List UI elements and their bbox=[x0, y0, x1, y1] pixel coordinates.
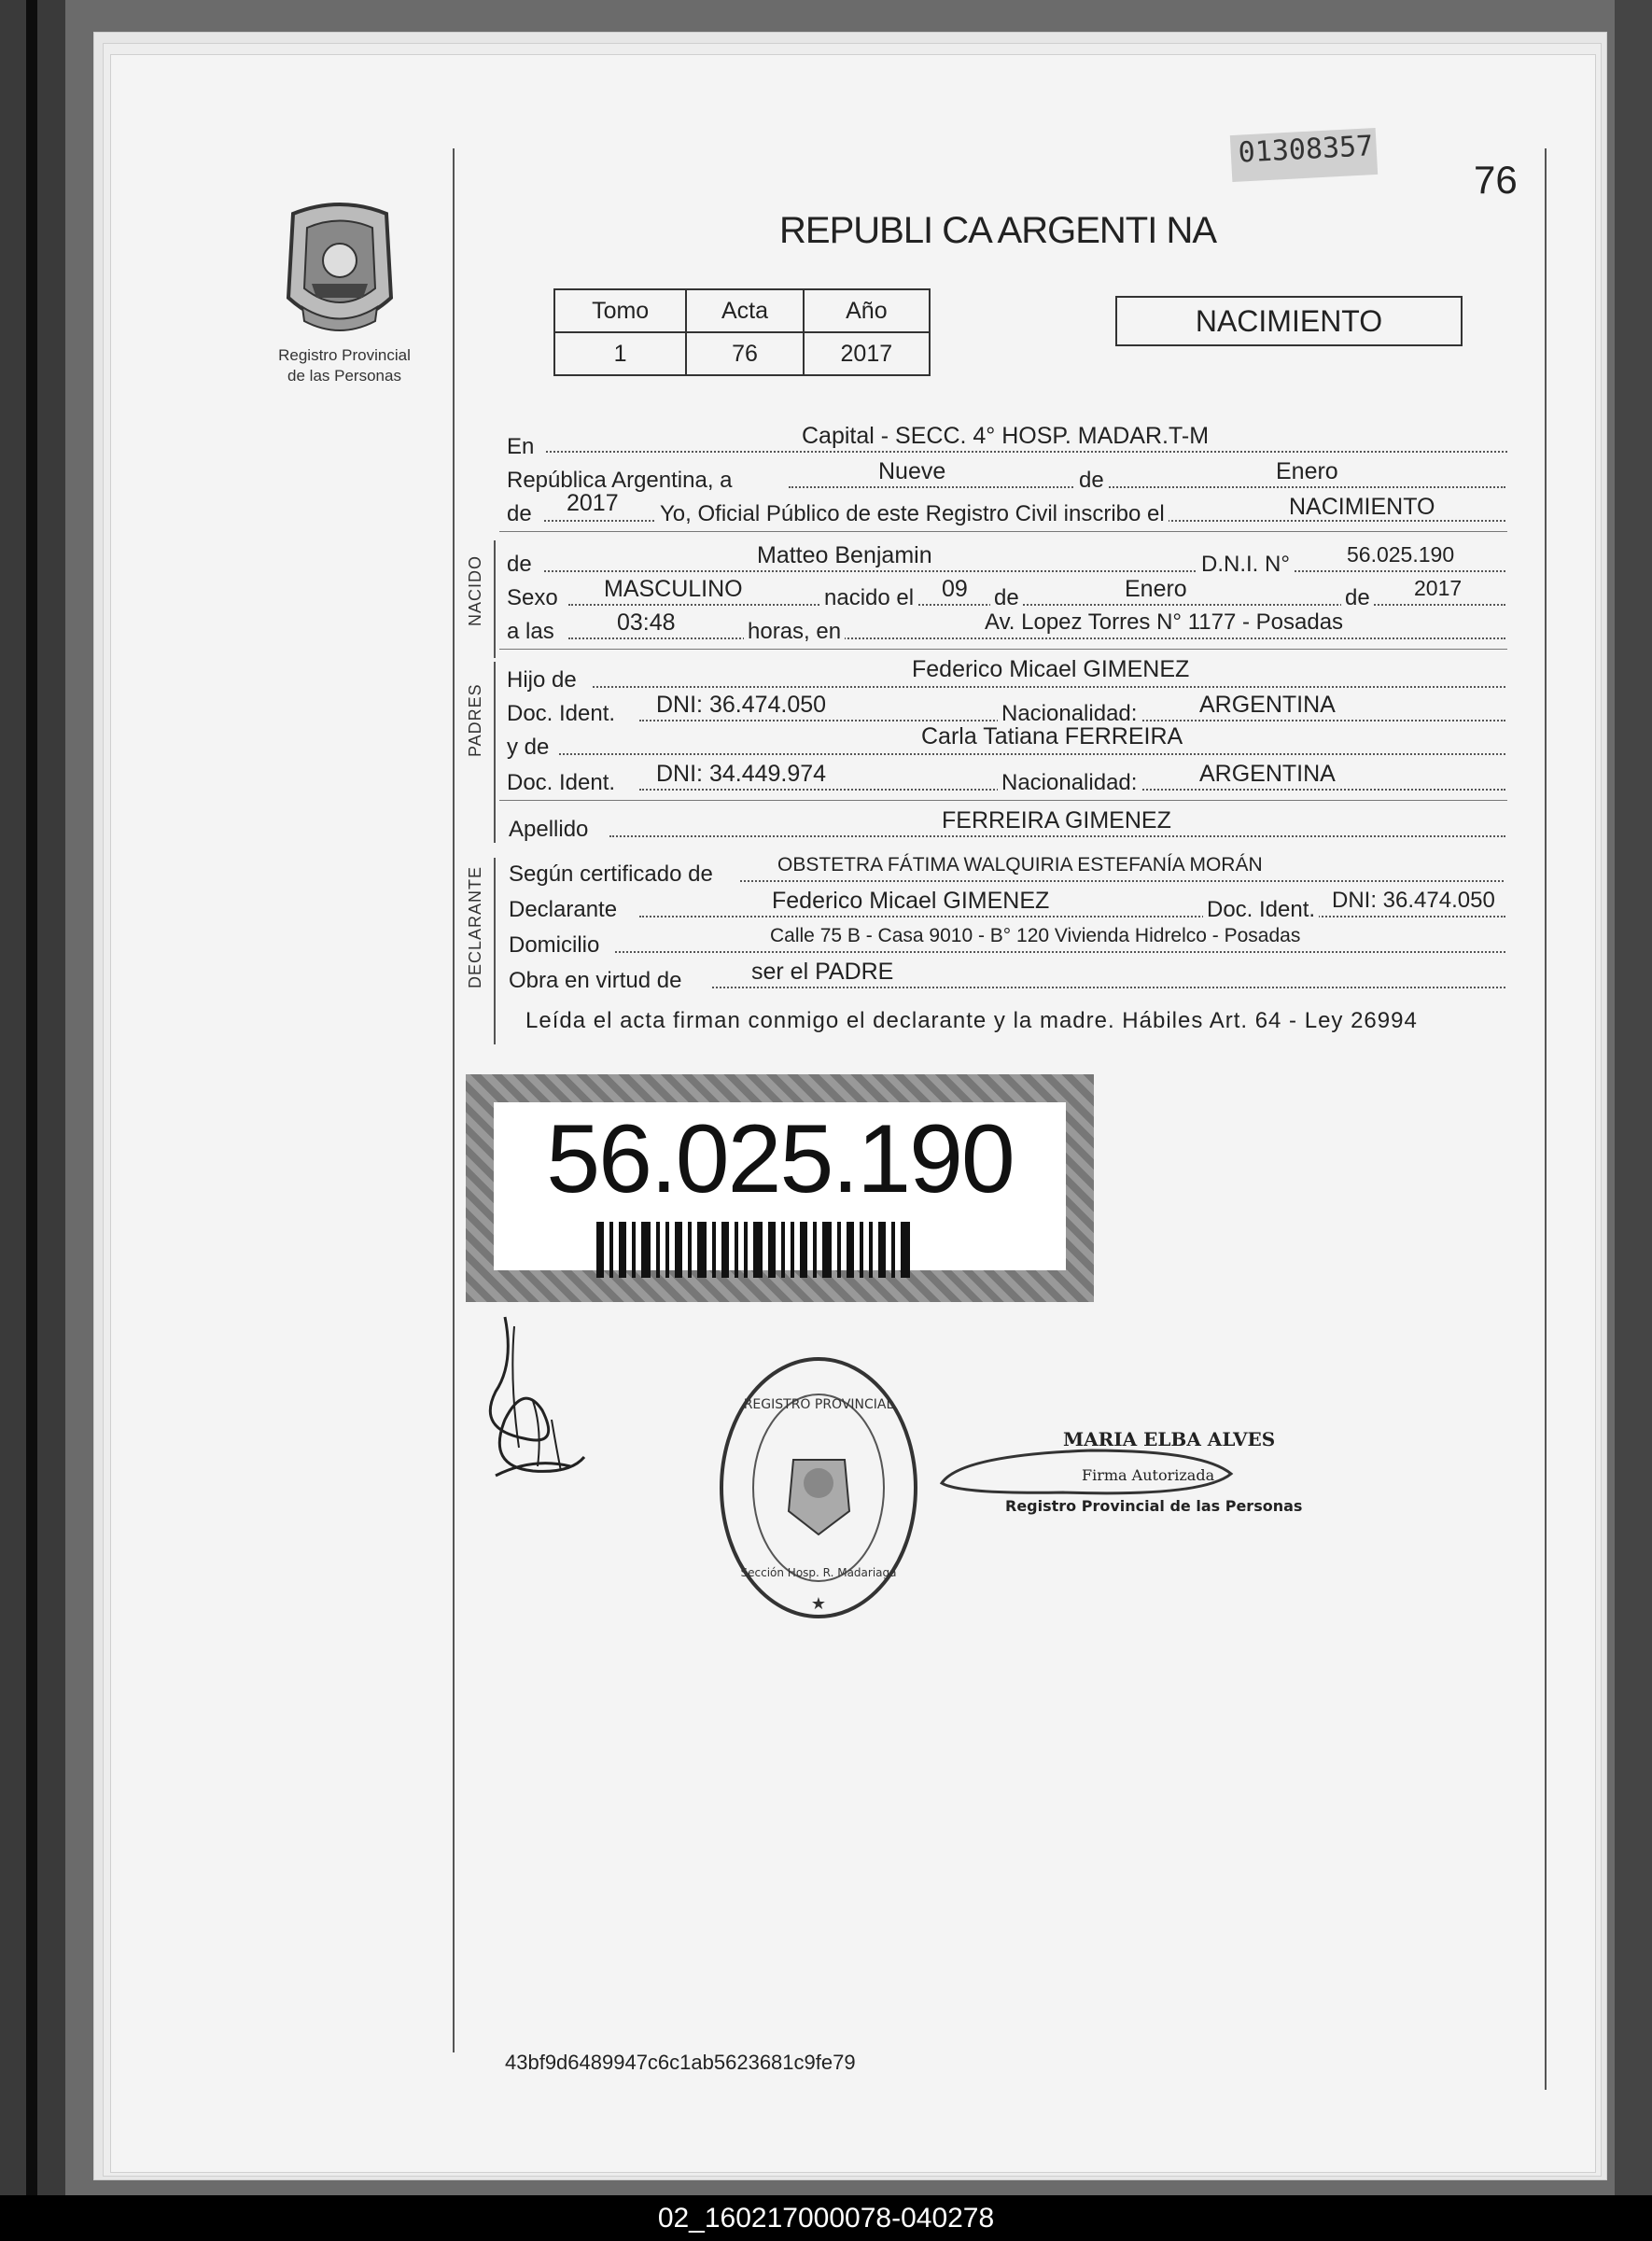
right-margin-line bbox=[1545, 148, 1547, 2090]
segun-label: Según certificado de bbox=[509, 861, 713, 887]
svg-text:Sección Hosp. R. Madariaga: Sección Hosp. R. Madariaga bbox=[740, 1566, 897, 1579]
yo-text: Yo, Oficial Público de este Registro Civil inscribo el bbox=[656, 501, 1169, 527]
divider bbox=[499, 531, 1507, 532]
certificado-value: OBSTETRA FÁTIMA WALQUIRIA ESTEFANÍA MORÁN bbox=[777, 854, 1263, 875]
authorized-signature-stamp-icon bbox=[923, 1418, 1343, 1520]
left-margin-line bbox=[453, 148, 455, 2052]
mother-nationality: ARGENTINA bbox=[1199, 761, 1336, 787]
table-cell: 1 bbox=[554, 332, 686, 375]
child-dni: 56.025.190 bbox=[1347, 542, 1455, 567]
footer-bar bbox=[0, 2195, 1652, 2241]
apellido-label: Apellido bbox=[509, 817, 589, 842]
father-doc: DNI: 36.474.050 bbox=[656, 692, 827, 718]
apellido-value: FERREIRA GIMENEZ bbox=[942, 807, 1171, 833]
dni-sticker-number: 56.025.190 bbox=[546, 1105, 1014, 1213]
barcode-icon bbox=[596, 1222, 970, 1278]
section-bracket bbox=[494, 858, 496, 1044]
svg-text:Firma Autorizada: Firma Autorizada bbox=[1082, 1466, 1215, 1484]
closing-text: Leída el acta firman conmigo el declarante y la madre. Hábiles Art. 64 - Ley 26994 bbox=[525, 1008, 1418, 1033]
inscribo-type: NACIMIENTO bbox=[1289, 494, 1435, 520]
document-hash: 43bf9d6489947c6c1ab5623681c9fe79 bbox=[505, 2051, 856, 2074]
horas-en-label: horas, en bbox=[744, 619, 845, 645]
de-label: de bbox=[990, 585, 1023, 611]
table-header: Acta bbox=[686, 289, 803, 332]
birth-day: 09 bbox=[942, 576, 968, 602]
mother-name: Carla Tatiana FERREIRA bbox=[921, 723, 1183, 749]
country-title: REPUBLI CA ARGENTI NA bbox=[779, 210, 1217, 251]
table-cell: 76 bbox=[686, 332, 803, 375]
page-number: 76 bbox=[1474, 158, 1518, 202]
dni-label: D.N.I. N° bbox=[1197, 552, 1294, 578]
dotted-line bbox=[609, 835, 1505, 837]
svg-text:MARIA ELBA ALVES: MARIA ELBA ALVES bbox=[1063, 1428, 1276, 1450]
dni-sticker-label bbox=[494, 1102, 1066, 1270]
de-label: de bbox=[1341, 585, 1374, 611]
child-name: Matteo Benjamin bbox=[757, 542, 932, 568]
de-label: de bbox=[507, 552, 532, 577]
round-stamp-icon bbox=[714, 1352, 923, 1623]
dotted-line bbox=[789, 486, 1505, 488]
misiones-seal-icon bbox=[274, 195, 405, 344]
nacionalidad-label: Nacionalidad: bbox=[998, 770, 1141, 796]
dotted-line bbox=[568, 637, 1505, 639]
table-header: Tomo bbox=[554, 289, 686, 332]
dotted-line bbox=[639, 916, 1505, 917]
seal-caption-line1: Registro Provincial bbox=[278, 346, 411, 364]
svg-text:Registro Provincial de las Per: Registro Provincial de las Personas bbox=[1005, 1497, 1303, 1515]
dotted-line bbox=[615, 951, 1505, 953]
birth-time: 03:48 bbox=[617, 609, 676, 636]
father-name: Federico Micael GIMENEZ bbox=[912, 656, 1190, 682]
sexo-label: Sexo bbox=[507, 585, 558, 610]
declarante-doc: DNI: 36.474.050 bbox=[1332, 888, 1495, 913]
document-sheet bbox=[110, 54, 1596, 2173]
obra-value: ser el PADRE bbox=[751, 959, 894, 985]
place-value: Capital - SECC. 4° HOSP. MADAR.T-M bbox=[802, 423, 1210, 449]
padres-section-label: PADRES bbox=[466, 683, 484, 757]
dotted-line bbox=[593, 686, 1505, 688]
a-las-label: a las bbox=[507, 619, 554, 644]
table-cell: 2017 bbox=[804, 332, 930, 375]
dotted-line bbox=[712, 987, 1505, 988]
declarante-label: Declarante bbox=[509, 897, 618, 922]
seal-caption-line2: de las Personas bbox=[287, 367, 401, 385]
nacionalidad-label: Nacionalidad: bbox=[998, 701, 1141, 727]
de-label: de bbox=[507, 501, 532, 526]
record-type-box: NACIMIENTO bbox=[1115, 296, 1463, 346]
divider bbox=[499, 800, 1507, 801]
sexo-value: MASCULINO bbox=[604, 576, 743, 602]
table-header: Año bbox=[804, 289, 930, 332]
republica-label: República Argentina, a bbox=[507, 468, 733, 493]
month-value: Enero bbox=[1276, 458, 1338, 484]
dotted-line bbox=[559, 753, 1505, 755]
father-nationality: ARGENTINA bbox=[1199, 692, 1336, 718]
nacido-el-label: nacido el bbox=[820, 585, 917, 611]
control-number-stamp: 01308357 bbox=[1230, 128, 1378, 182]
birth-month: Enero bbox=[1125, 576, 1187, 602]
nacido-section-label: NACIDO bbox=[466, 554, 484, 626]
dni-sticker bbox=[466, 1074, 1094, 1302]
dotted-line bbox=[740, 880, 1504, 882]
doc-ident-label: Doc. Ident. bbox=[507, 770, 616, 795]
declarante-section-label: DECLARANTE bbox=[466, 865, 484, 988]
divider bbox=[499, 649, 1507, 650]
svg-text:REGISTRO PROVINCIAL: REGISTRO PROVINCIAL bbox=[743, 1397, 894, 1412]
domicilio-label: Domicilio bbox=[509, 932, 600, 958]
background-edge bbox=[26, 0, 37, 2241]
y-de-label: y de bbox=[507, 735, 550, 760]
domicilio-value: Calle 75 B - Casa 9010 - B° 120 Vivienda Hidrelco - Posadas bbox=[770, 925, 1301, 946]
hijo-de-label: Hijo de bbox=[507, 667, 577, 693]
section-bracket bbox=[494, 540, 496, 658]
doc-ident-label: Doc. Ident. bbox=[1203, 897, 1319, 923]
de-label: de bbox=[1075, 468, 1108, 494]
birth-year: 2017 bbox=[1414, 576, 1463, 600]
dotted-line bbox=[546, 451, 1507, 453]
background-right bbox=[1615, 0, 1652, 2241]
record-table bbox=[553, 288, 931, 376]
en-label: En bbox=[507, 434, 535, 459]
signature-icon bbox=[468, 1308, 598, 1494]
day-word: Nueve bbox=[878, 458, 946, 484]
declarante-name: Federico Micael GIMENEZ bbox=[772, 888, 1050, 914]
dotted-line bbox=[544, 570, 1505, 572]
year-value: 2017 bbox=[567, 490, 619, 516]
svg-text:★: ★ bbox=[810, 1594, 827, 1613]
section-bracket bbox=[494, 662, 496, 843]
obra-label: Obra en virtud de bbox=[509, 968, 682, 993]
birth-place: Av. Lopez Torres N° 1177 - Posadas bbox=[985, 609, 1344, 635]
mother-doc: DNI: 34.449.974 bbox=[656, 761, 827, 787]
doc-ident-label: Doc. Ident. bbox=[507, 701, 616, 726]
footer-id: 02_160217000078-040278 bbox=[657, 2203, 995, 2234]
